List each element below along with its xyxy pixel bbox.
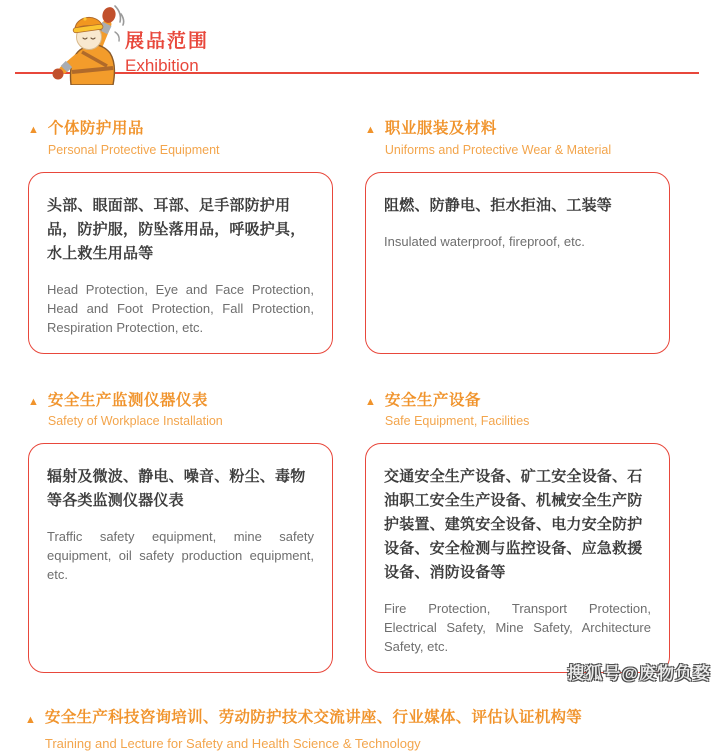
section-header xyxy=(365,392,670,430)
section-body-cn: 辐射及微波、静电、噪音、粉尘、毒物等各类监测仪器仪表 xyxy=(47,468,306,510)
section-title-cn: 职业服装及材料 xyxy=(384,120,497,137)
section-body-en: Insulated waterproof, fireproof, etc. xyxy=(384,233,585,249)
page-header xyxy=(0,0,713,118)
section-content-box xyxy=(28,172,333,354)
section-title-cn: 个体防护用品 xyxy=(47,120,144,137)
section-header xyxy=(365,120,670,158)
section-body-en: Traffic safety equipment, mine safety equipment, oil safety production equipment, etc. xyxy=(47,529,314,583)
section-personal-protective-equipment xyxy=(28,120,333,354)
triangle-bullet-icon: ▲ xyxy=(25,714,36,727)
triangle-bullet-icon: ▲ xyxy=(28,124,39,136)
section-body-cn: 阻燃、防静电、拒水拒油、工装等 xyxy=(384,196,613,214)
sections-grid xyxy=(0,118,713,673)
section-safe-equipment-facilities xyxy=(365,392,670,674)
triangle-bullet-icon: ▲ xyxy=(28,395,39,408)
section-content-box xyxy=(365,443,670,673)
section-title-en: Safety of Workplace Installation xyxy=(47,414,223,429)
section-body-cn: 交通安全生产设备、矿工安全设备、石油职工安全生产设备、机械安全生产防护装置、建筑安全设备、电力安全防护设备、安全检测与监控设备、应急救援设备、消防设备等 xyxy=(384,468,643,582)
footer-title-cn: 安全生产科技咨询培训、劳动防护技术交流讲座、行业媒体、评估认证机构等 xyxy=(44,709,583,727)
section-content-box xyxy=(365,172,670,354)
section-body-en: Head Protection, Eye and Face Protection, Head and Foot Protection, Fall Protection, Respiration Protection, etc. xyxy=(47,281,314,335)
section-title-en: Safe Equipment, Facilities xyxy=(384,414,530,429)
section-content-box xyxy=(28,443,333,673)
page-title-cn: 展品范围 xyxy=(125,31,210,52)
section-header xyxy=(28,392,333,430)
footer-training-section xyxy=(25,709,713,751)
section-title-cn: 安全生产监测仪器仪表 xyxy=(47,391,208,409)
triangle-bullet-icon: ▲ xyxy=(365,124,376,136)
section-monitoring-instruments xyxy=(28,392,333,674)
section-body-cn: 头部、眼面部、耳部、足手部防护用品，防护服，防坠落用品，呼吸护具，水上救生用品等 xyxy=(47,196,306,262)
section-header xyxy=(28,120,333,158)
page-title-block xyxy=(125,31,209,75)
section-uniforms-protective-wear xyxy=(365,120,670,354)
firefighter-mascot-icon xyxy=(25,2,125,85)
sohu-watermark: 搜狐号@废物负婺 xyxy=(567,664,711,683)
section-title-cn: 安全生产设备 xyxy=(384,391,481,409)
section-title-en: Uniforms and Protective Wear & Material xyxy=(384,142,612,157)
section-body-en: Fire Protection, Transport Protection, Electrical Safety, Mine Safety, Architecture Safety, etc. xyxy=(384,601,651,655)
page-title-en: Exhibition xyxy=(125,55,199,75)
footer-title-en: Training and Lecture for Safety and Health Science & Technology xyxy=(44,735,421,751)
triangle-bullet-icon: ▲ xyxy=(365,395,376,408)
section-title-en: Personal Protective Equipment xyxy=(47,142,220,157)
